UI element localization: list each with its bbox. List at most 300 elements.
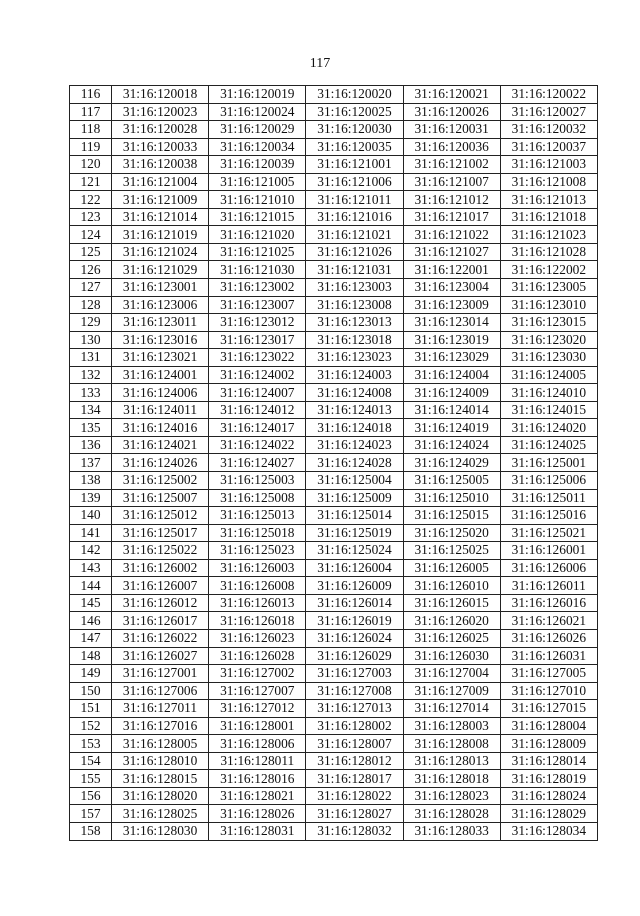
cadastral-number-cell: 31:16:124005 xyxy=(500,366,597,384)
cadastral-number-cell: 31:16:128002 xyxy=(306,717,403,735)
cadastral-number-cell: 31:16:127009 xyxy=(403,682,500,700)
table-row xyxy=(70,314,598,332)
cadastral-number-cell: 31:16:128005 xyxy=(112,735,209,753)
cadastral-number-cell: 31:16:124011 xyxy=(112,401,209,419)
cadastral-number-cell: 31:16:121012 xyxy=(403,191,500,209)
cadastral-number-cell: 31:16:120021 xyxy=(403,86,500,104)
row-number-cell: 120 xyxy=(70,156,112,174)
cadastral-number-cell: 31:16:120031 xyxy=(403,121,500,139)
table-row xyxy=(70,787,598,805)
cadastral-number-cell: 31:16:128028 xyxy=(403,805,500,823)
cadastral-number-cell: 31:16:125023 xyxy=(209,542,306,560)
cadastral-number-cell: 31:16:126003 xyxy=(209,559,306,577)
cadastral-number-cell: 31:16:126007 xyxy=(112,577,209,595)
cadastral-number-cell: 31:16:125019 xyxy=(306,524,403,542)
cadastral-number-cell: 31:16:124008 xyxy=(306,384,403,402)
table-row xyxy=(70,524,598,542)
cadastral-number-cell: 31:16:128026 xyxy=(209,805,306,823)
table-row xyxy=(70,279,598,297)
cadastral-number-cell: 31:16:123007 xyxy=(209,296,306,314)
cadastral-number-cell: 31:16:127016 xyxy=(112,717,209,735)
cadastral-number-cell: 31:16:121018 xyxy=(500,208,597,226)
cadastral-number-cell: 31:16:127008 xyxy=(306,682,403,700)
cadastral-table-body xyxy=(70,86,598,841)
cadastral-number-cell: 31:16:124001 xyxy=(112,366,209,384)
table-row xyxy=(70,542,598,560)
cadastral-number-cell: 31:16:120019 xyxy=(209,86,306,104)
cadastral-number-cell: 31:16:128006 xyxy=(209,735,306,753)
cadastral-number-cell: 31:16:128001 xyxy=(209,717,306,735)
cadastral-number-cell: 31:16:128025 xyxy=(112,805,209,823)
cadastral-number-cell: 31:16:125004 xyxy=(306,472,403,490)
row-number-cell: 138 xyxy=(70,472,112,490)
cadastral-number-cell: 31:16:125001 xyxy=(500,454,597,472)
cadastral-number-cell: 31:16:125021 xyxy=(500,524,597,542)
cadastral-number-cell: 31:16:121008 xyxy=(500,173,597,191)
cadastral-number-cell: 31:16:120039 xyxy=(209,156,306,174)
table-row xyxy=(70,507,598,525)
cadastral-number-cell: 31:16:121011 xyxy=(306,191,403,209)
cadastral-number-cell: 31:16:122002 xyxy=(500,261,597,279)
row-number-cell: 143 xyxy=(70,559,112,577)
cadastral-number-cell: 31:16:126021 xyxy=(500,612,597,630)
cadastral-number-cell: 31:16:121020 xyxy=(209,226,306,244)
row-number-cell: 124 xyxy=(70,226,112,244)
cadastral-number-cell: 31:16:121006 xyxy=(306,173,403,191)
cadastral-number-cell: 31:16:124027 xyxy=(209,454,306,472)
cadastral-number-cell: 31:16:128020 xyxy=(112,787,209,805)
table-row xyxy=(70,612,598,630)
cadastral-number-cell: 31:16:123013 xyxy=(306,314,403,332)
cadastral-number-cell: 31:16:127005 xyxy=(500,665,597,683)
row-number-cell: 151 xyxy=(70,700,112,718)
cadastral-number-cell: 31:16:121029 xyxy=(112,261,209,279)
cadastral-number-cell: 31:16:124003 xyxy=(306,366,403,384)
cadastral-number-cell: 31:16:126027 xyxy=(112,647,209,665)
cadastral-number-cell: 31:16:124014 xyxy=(403,401,500,419)
cadastral-number-cell: 31:16:123016 xyxy=(112,331,209,349)
cadastral-number-cell: 31:16:125024 xyxy=(306,542,403,560)
table-row xyxy=(70,349,598,367)
cadastral-number-cell: 31:16:128010 xyxy=(112,752,209,770)
table-row xyxy=(70,489,598,507)
cadastral-number-cell: 31:16:121028 xyxy=(500,243,597,261)
table-row xyxy=(70,594,598,612)
cadastral-number-cell: 31:16:128007 xyxy=(306,735,403,753)
cadastral-number-cell: 31:16:120027 xyxy=(500,103,597,121)
cadastral-number-cell: 31:16:125015 xyxy=(403,507,500,525)
table-row xyxy=(70,559,598,577)
table-row xyxy=(70,156,598,174)
cadastral-number-cell: 31:16:125016 xyxy=(500,507,597,525)
table-row xyxy=(70,191,598,209)
cadastral-number-cell: 31:16:120026 xyxy=(403,103,500,121)
cadastral-number-cell: 31:16:128031 xyxy=(209,822,306,840)
cadastral-number-cell: 31:16:120029 xyxy=(209,121,306,139)
cadastral-number-cell: 31:16:126001 xyxy=(500,542,597,560)
cadastral-number-cell: 31:16:121003 xyxy=(500,156,597,174)
cadastral-number-cell: 31:16:123003 xyxy=(306,279,403,297)
cadastral-number-cell: 31:16:127003 xyxy=(306,665,403,683)
cadastral-number-cell: 31:16:121030 xyxy=(209,261,306,279)
row-number-cell: 145 xyxy=(70,594,112,612)
cadastral-number-cell: 31:16:126026 xyxy=(500,629,597,647)
row-number-cell: 140 xyxy=(70,507,112,525)
cadastral-number-cell: 31:16:128033 xyxy=(403,822,500,840)
cadastral-number-cell: 31:16:126013 xyxy=(209,594,306,612)
cadastral-number-cell: 31:16:124019 xyxy=(403,419,500,437)
cadastral-number-cell: 31:16:123009 xyxy=(403,296,500,314)
cadastral-number-cell: 31:16:120038 xyxy=(112,156,209,174)
table-row xyxy=(70,770,598,788)
cadastral-number-cell: 31:16:126011 xyxy=(500,577,597,595)
cadastral-number-cell: 31:16:125008 xyxy=(209,489,306,507)
cadastral-number-cell: 31:16:126005 xyxy=(403,559,500,577)
cadastral-number-cell: 31:16:120024 xyxy=(209,103,306,121)
cadastral-number-cell: 31:16:123030 xyxy=(500,349,597,367)
cadastral-number-cell: 31:16:128021 xyxy=(209,787,306,805)
table-row xyxy=(70,173,598,191)
row-number-cell: 142 xyxy=(70,542,112,560)
cadastral-number-cell: 31:16:123005 xyxy=(500,279,597,297)
row-number-cell: 141 xyxy=(70,524,112,542)
cadastral-number-cell: 31:16:124010 xyxy=(500,384,597,402)
cadastral-number-cell: 31:16:120028 xyxy=(112,121,209,139)
cadastral-number-cell: 31:16:127006 xyxy=(112,682,209,700)
row-number-cell: 146 xyxy=(70,612,112,630)
cadastral-number-cell: 31:16:128022 xyxy=(306,787,403,805)
cadastral-number-cell: 31:16:128003 xyxy=(403,717,500,735)
cadastral-number-cell: 31:16:126022 xyxy=(112,629,209,647)
row-number-cell: 129 xyxy=(70,314,112,332)
page-number: 117 xyxy=(309,56,331,71)
cadastral-number-cell: 31:16:126016 xyxy=(500,594,597,612)
cadastral-number-cell: 31:16:128032 xyxy=(306,822,403,840)
cadastral-number-cell: 31:16:127010 xyxy=(500,682,597,700)
row-number-cell: 155 xyxy=(70,770,112,788)
cadastral-number-cell: 31:16:123018 xyxy=(306,331,403,349)
cadastral-number-cell: 31:16:124015 xyxy=(500,401,597,419)
cadastral-number-cell: 31:16:123008 xyxy=(306,296,403,314)
cadastral-number-cell: 31:16:125003 xyxy=(209,472,306,490)
row-number-cell: 136 xyxy=(70,436,112,454)
cadastral-number-cell: 31:16:124028 xyxy=(306,454,403,472)
cadastral-number-cell: 31:16:128019 xyxy=(500,770,597,788)
cadastral-number-cell: 31:16:124004 xyxy=(403,366,500,384)
row-number-cell: 123 xyxy=(70,208,112,226)
cadastral-number-cell: 31:16:120032 xyxy=(500,121,597,139)
cadastral-number-cell: 31:16:124020 xyxy=(500,419,597,437)
cadastral-number-cell: 31:16:126004 xyxy=(306,559,403,577)
cadastral-number-cell: 31:16:126010 xyxy=(403,577,500,595)
cadastral-number-cell: 31:16:126009 xyxy=(306,577,403,595)
cadastral-number-cell: 31:16:126030 xyxy=(403,647,500,665)
row-number-cell: 133 xyxy=(70,384,112,402)
cadastral-number-cell: 31:16:128016 xyxy=(209,770,306,788)
cadastral-number-cell: 31:16:126031 xyxy=(500,647,597,665)
cadastral-number-cell: 31:16:126023 xyxy=(209,629,306,647)
cadastral-number-cell: 31:16:121024 xyxy=(112,243,209,261)
cadastral-number-cell: 31:16:124029 xyxy=(403,454,500,472)
row-number-cell: 156 xyxy=(70,787,112,805)
row-number-cell: 134 xyxy=(70,401,112,419)
cadastral-number-cell: 31:16:121015 xyxy=(209,208,306,226)
table-row xyxy=(70,208,598,226)
row-number-cell: 125 xyxy=(70,243,112,261)
cadastral-number-cell: 31:16:121001 xyxy=(306,156,403,174)
cadastral-number-cell: 31:16:128023 xyxy=(403,787,500,805)
row-number-cell: 121 xyxy=(70,173,112,191)
cadastral-number-cell: 31:16:123001 xyxy=(112,279,209,297)
cadastral-number-cell: 31:16:126028 xyxy=(209,647,306,665)
cadastral-number-cell: 31:16:120035 xyxy=(306,138,403,156)
cadastral-number-cell: 31:16:126015 xyxy=(403,594,500,612)
table-row xyxy=(70,577,598,595)
cadastral-number-cell: 31:16:120018 xyxy=(112,86,209,104)
cadastral-number-cell: 31:16:121027 xyxy=(403,243,500,261)
cadastral-number-cell: 31:16:121013 xyxy=(500,191,597,209)
cadastral-number-cell: 31:16:127007 xyxy=(209,682,306,700)
row-number-cell: 131 xyxy=(70,349,112,367)
table-row xyxy=(70,700,598,718)
cadastral-number-cell: 31:16:128015 xyxy=(112,770,209,788)
row-number-cell: 150 xyxy=(70,682,112,700)
cadastral-number-cell: 31:16:123014 xyxy=(403,314,500,332)
cadastral-number-cell: 31:16:124007 xyxy=(209,384,306,402)
cadastral-number-cell: 31:16:123011 xyxy=(112,314,209,332)
row-number-cell: 149 xyxy=(70,665,112,683)
cadastral-number-cell: 31:16:127002 xyxy=(209,665,306,683)
table-row xyxy=(70,121,598,139)
cadastral-number-cell: 31:16:127013 xyxy=(306,700,403,718)
cadastral-number-cell: 31:16:124026 xyxy=(112,454,209,472)
cadastral-number-cell: 31:16:123022 xyxy=(209,349,306,367)
table-row xyxy=(70,401,598,419)
cadastral-number-cell: 31:16:121019 xyxy=(112,226,209,244)
cadastral-number-cell: 31:16:124023 xyxy=(306,436,403,454)
row-number-cell: 158 xyxy=(70,822,112,840)
cadastral-number-cell: 31:16:121009 xyxy=(112,191,209,209)
table-row xyxy=(70,472,598,490)
cadastral-number-cell: 31:16:124021 xyxy=(112,436,209,454)
cadastral-number-cell: 31:16:127015 xyxy=(500,700,597,718)
table-row xyxy=(70,366,598,384)
cadastral-number-cell: 31:16:121025 xyxy=(209,243,306,261)
cadastral-number-cell: 31:16:128013 xyxy=(403,752,500,770)
table-row xyxy=(70,665,598,683)
row-number-cell: 147 xyxy=(70,629,112,647)
cadastral-number-cell: 31:16:122001 xyxy=(403,261,500,279)
cadastral-number-cell: 31:16:123010 xyxy=(500,296,597,314)
cadastral-number-cell: 31:16:127014 xyxy=(403,700,500,718)
row-number-cell: 137 xyxy=(70,454,112,472)
row-number-cell: 135 xyxy=(70,419,112,437)
cadastral-number-cell: 31:16:123021 xyxy=(112,349,209,367)
cadastral-number-cell: 31:16:128027 xyxy=(306,805,403,823)
table-row xyxy=(70,243,598,261)
table-row xyxy=(70,752,598,770)
row-number-cell: 139 xyxy=(70,489,112,507)
row-number-cell: 127 xyxy=(70,279,112,297)
cadastral-number-cell: 31:16:120025 xyxy=(306,103,403,121)
cadastral-number-cell: 31:16:125006 xyxy=(500,472,597,490)
cadastral-number-cell: 31:16:121010 xyxy=(209,191,306,209)
table-row xyxy=(70,629,598,647)
cadastral-number-cell: 31:16:120020 xyxy=(306,86,403,104)
table-row xyxy=(70,419,598,437)
table-row xyxy=(70,86,598,104)
cadastral-number-cell: 31:16:126024 xyxy=(306,629,403,647)
cadastral-number-cell: 31:16:124022 xyxy=(209,436,306,454)
cadastral-number-cell: 31:16:125014 xyxy=(306,507,403,525)
table-row xyxy=(70,805,598,823)
cadastral-number-cell: 31:16:125005 xyxy=(403,472,500,490)
cadastral-number-cell: 31:16:124018 xyxy=(306,419,403,437)
table-row xyxy=(70,261,598,279)
row-number-cell: 118 xyxy=(70,121,112,139)
cadastral-number-cell: 31:16:126012 xyxy=(112,594,209,612)
cadastral-number-cell: 31:16:123019 xyxy=(403,331,500,349)
row-number-cell: 126 xyxy=(70,261,112,279)
cadastral-number-cell: 31:16:126020 xyxy=(403,612,500,630)
table-row xyxy=(70,436,598,454)
cadastral-number-cell: 31:16:128008 xyxy=(403,735,500,753)
cadastral-table xyxy=(69,85,598,841)
cadastral-number-cell: 31:16:128014 xyxy=(500,752,597,770)
cadastral-number-cell: 31:16:127004 xyxy=(403,665,500,683)
row-number-cell: 122 xyxy=(70,191,112,209)
table-row xyxy=(70,226,598,244)
cadastral-number-cell: 31:16:124024 xyxy=(403,436,500,454)
row-number-cell: 130 xyxy=(70,331,112,349)
cadastral-number-cell: 31:16:125002 xyxy=(112,472,209,490)
cadastral-number-cell: 31:16:128018 xyxy=(403,770,500,788)
cadastral-number-cell: 31:16:125010 xyxy=(403,489,500,507)
cadastral-number-cell: 31:16:123002 xyxy=(209,279,306,297)
cadastral-number-cell: 31:16:123004 xyxy=(403,279,500,297)
cadastral-number-cell: 31:16:121016 xyxy=(306,208,403,226)
cadastral-number-cell: 31:16:126018 xyxy=(209,612,306,630)
cadastral-number-cell: 31:16:125025 xyxy=(403,542,500,560)
cadastral-number-cell: 31:16:125007 xyxy=(112,489,209,507)
cadastral-number-cell: 31:16:124017 xyxy=(209,419,306,437)
row-number-cell: 157 xyxy=(70,805,112,823)
cadastral-number-cell: 31:16:128017 xyxy=(306,770,403,788)
cadastral-number-cell: 31:16:128011 xyxy=(209,752,306,770)
cadastral-number-cell: 31:16:128029 xyxy=(500,805,597,823)
cadastral-number-cell: 31:16:124002 xyxy=(209,366,306,384)
row-number-cell: 117 xyxy=(70,103,112,121)
cadastral-number-cell: 31:16:123020 xyxy=(500,331,597,349)
cadastral-number-cell: 31:16:124006 xyxy=(112,384,209,402)
cadastral-number-cell: 31:16:128034 xyxy=(500,822,597,840)
row-number-cell: 132 xyxy=(70,366,112,384)
cadastral-number-cell: 31:16:120036 xyxy=(403,138,500,156)
cadastral-number-cell: 31:16:125018 xyxy=(209,524,306,542)
cadastral-number-cell: 31:16:125011 xyxy=(500,489,597,507)
row-number-cell: 152 xyxy=(70,717,112,735)
table-row xyxy=(70,822,598,840)
cadastral-number-cell: 31:16:126025 xyxy=(403,629,500,647)
cadastral-number-cell: 31:16:128004 xyxy=(500,717,597,735)
cadastral-number-cell: 31:16:124013 xyxy=(306,401,403,419)
cadastral-number-cell: 31:16:124012 xyxy=(209,401,306,419)
cadastral-number-cell: 31:16:127001 xyxy=(112,665,209,683)
cadastral-number-cell: 31:16:121017 xyxy=(403,208,500,226)
cadastral-number-cell: 31:16:123012 xyxy=(209,314,306,332)
cadastral-number-cell: 31:16:123015 xyxy=(500,314,597,332)
cadastral-number-cell: 31:16:126002 xyxy=(112,559,209,577)
table-row xyxy=(70,103,598,121)
cadastral-number-cell: 31:16:128024 xyxy=(500,787,597,805)
cadastral-number-cell: 31:16:121031 xyxy=(306,261,403,279)
cadastral-number-cell: 31:16:121014 xyxy=(112,208,209,226)
cadastral-number-cell: 31:16:126019 xyxy=(306,612,403,630)
cadastral-number-cell: 31:16:123023 xyxy=(306,349,403,367)
cadastral-number-cell: 31:16:126017 xyxy=(112,612,209,630)
table-row xyxy=(70,138,598,156)
row-number-cell: 144 xyxy=(70,577,112,595)
row-number-cell: 128 xyxy=(70,296,112,314)
cadastral-number-cell: 31:16:123017 xyxy=(209,331,306,349)
cadastral-number-cell: 31:16:120037 xyxy=(500,138,597,156)
cadastral-number-cell: 31:16:125013 xyxy=(209,507,306,525)
cadastral-number-cell: 31:16:127012 xyxy=(209,700,306,718)
table-row xyxy=(70,717,598,735)
table-row xyxy=(70,296,598,314)
cadastral-number-cell: 31:16:121002 xyxy=(403,156,500,174)
table-row xyxy=(70,682,598,700)
table-row xyxy=(70,384,598,402)
cadastral-number-cell: 31:16:126006 xyxy=(500,559,597,577)
cadastral-number-cell: 31:16:120022 xyxy=(500,86,597,104)
cadastral-number-cell: 31:16:124025 xyxy=(500,436,597,454)
cadastral-number-cell: 31:16:125017 xyxy=(112,524,209,542)
cadastral-number-cell: 31:16:120034 xyxy=(209,138,306,156)
cadastral-number-cell: 31:16:124016 xyxy=(112,419,209,437)
cadastral-number-cell: 31:16:121007 xyxy=(403,173,500,191)
cadastral-number-cell: 31:16:126029 xyxy=(306,647,403,665)
cadastral-number-cell: 31:16:125020 xyxy=(403,524,500,542)
cadastral-number-cell: 31:16:120030 xyxy=(306,121,403,139)
cadastral-number-cell: 31:16:121023 xyxy=(500,226,597,244)
cadastral-number-cell: 31:16:125022 xyxy=(112,542,209,560)
table-row xyxy=(70,331,598,349)
row-number-cell: 153 xyxy=(70,735,112,753)
cadastral-number-cell: 31:16:123006 xyxy=(112,296,209,314)
cadastral-number-cell: 31:16:127011 xyxy=(112,700,209,718)
cadastral-number-cell: 31:16:121022 xyxy=(403,226,500,244)
cadastral-number-cell: 31:16:121004 xyxy=(112,173,209,191)
cadastral-number-cell: 31:16:124009 xyxy=(403,384,500,402)
cadastral-number-cell: 31:16:121005 xyxy=(209,173,306,191)
cadastral-number-cell: 31:16:120033 xyxy=(112,138,209,156)
cadastral-number-cell: 31:16:121026 xyxy=(306,243,403,261)
cadastral-number-cell: 31:16:120023 xyxy=(112,103,209,121)
row-number-cell: 154 xyxy=(70,752,112,770)
row-number-cell: 119 xyxy=(70,138,112,156)
cadastral-number-cell: 31:16:121021 xyxy=(306,226,403,244)
cadastral-number-cell: 31:16:123029 xyxy=(403,349,500,367)
cadastral-number-cell: 31:16:128012 xyxy=(306,752,403,770)
cadastral-number-cell: 31:16:126008 xyxy=(209,577,306,595)
row-number-cell: 116 xyxy=(70,86,112,104)
row-number-cell: 148 xyxy=(70,647,112,665)
cadastral-number-cell: 31:16:125012 xyxy=(112,507,209,525)
cadastral-number-cell: 31:16:128030 xyxy=(112,822,209,840)
table-row xyxy=(70,647,598,665)
table-row xyxy=(70,454,598,472)
